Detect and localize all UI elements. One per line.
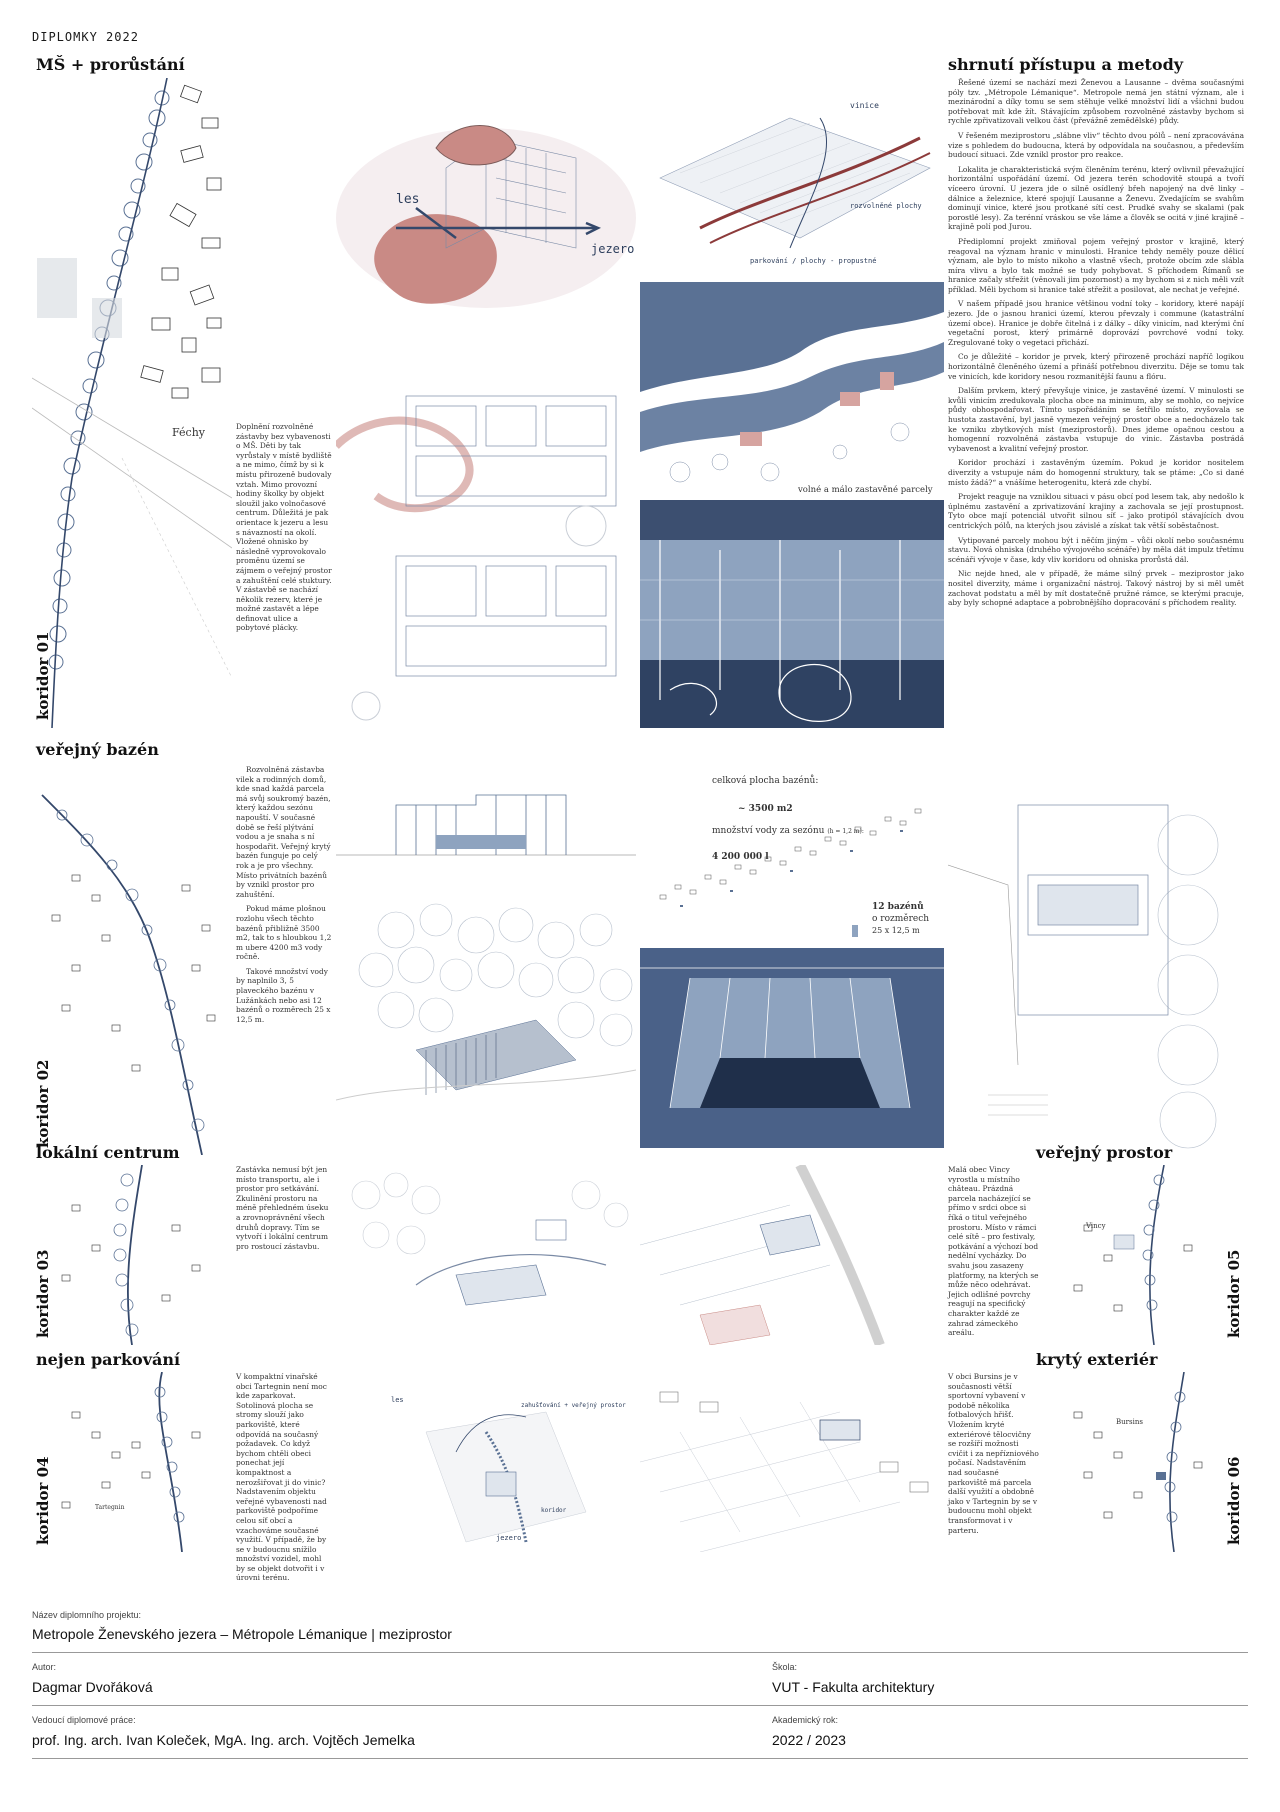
sketch-label-parkovani: parkování / plochy - propustné bbox=[750, 257, 877, 265]
project-value: Metropole Ženevského jezera – Métropole Lémanique | meziprostor bbox=[32, 1626, 452, 1642]
text-ms: Doplnění rozvolněné zástavby bez vybavenosti o MŠ. Děti by tak vyrůstaly v místě bydliště a ne mimo, čímž by si k místu přirozeně budovaly vztah. Mimo provozní hodiny školky by objekt sloužil jako volnočasové centrum. Důležitá je pak orientace k jezeru a lesu s návazností na okolí. Vložené ohnisko by následně vyprovokovalo proměnu území se zájmem o veřejný prostor a zahuštění celé stuktury. V zástavbě se nachází několik rezerv, které je možné zastavět a lépe definovat ulice a pobytové plácky. bbox=[236, 422, 332, 633]
corridor-label-02: koridor 02 bbox=[34, 1059, 52, 1148]
heading-pool: veřejný bazén bbox=[36, 740, 159, 759]
sketch-parking-axo bbox=[336, 1372, 636, 1552]
text-public: Malá obec Vincy vyrostla u místního château. Prázdná parcela nacházející se přímo v srdci obce si říká o titul veřejného prostoru. Místo v rámci celé sítě – pro festivaly, potkávání a výchozí bod nedělní vycházky. Do svahu jsou zasazeny platformy, na kterých se může něco odehrávat. Jejich odlišné povrchy reagují na specifický charakter každé ze zahrad zámeckého areálu. bbox=[948, 1165, 1039, 1338]
render-pool-interior bbox=[640, 948, 944, 1148]
corridor-label-06: koridor 06 bbox=[1225, 1456, 1243, 1545]
place-label-vincy: Vincy bbox=[1086, 1222, 1106, 1230]
text-summary: Řešené území se nachází mezi Ženevou a Lausanne – dvěma současnými póly tzv. „Métropole Lémanique“. Metropole nemá jen státní význam, ale i mezinárodní a díky tomu se sem stěhuje velké množství lidí a všichni budou potřebovat mít kde žít. Stávajícím způsobem rozvolněné zástavby bychom si rychle zpřivatizovali velkou část (převážně zemědělské) půdy. V řešeném meziprostoru „slábne vliv“ těchto dvou pólů – není zpracovávána vize s pohledem do budoucna, která by odpovídala na současnou, a především budoucí situaci. Zde vznikl prostor pro reakce. Lokalita je charakteristická svým členěním terénu, který ovlivnil převažující horizontální uspořádání území. Od jezera terén schodovitě stoupá a tvoří víceero úrovní. U jezera jde o silně osídlený břeh napojený na dvě linky – dálnice a železnice, které spojují Lausanne a Ženevu. Zvedajícím se svahům dominují vinice, které jsou protkané sítí cest. Prudké svahy se skalami (pak porostlé lesy). Za terénní vráskou se vše láme a člověk se ocitá v jiné krajině – krajině polí pod Jurou. Přediplomní projekt zmiňoval pojem veřejný prostor v krajině, který reagoval na význam hranic v minulosti. Hranice tehdy neměly pouze dělicí význam, ale bylo to místo nikoho a vlastně všech, protože obcím zde slábla míra vlivu a bylo tak možné se tudy pohybovat. S příchodem Římanů se hranice začaly střežit (věnovali jim pozornost) a my bychom si z nich měli vzít příklad. Měli bychom si hranice také střežit a posilovat, ale nechat je veřejné. V našem případě jsou hranice většinou vodní toky – koridory, které napájí jezero. Jde o jasnou hranici území, kterou převzaly i commune (katastrální území obce). Hranice je dobře čitelná i z dálky – díky vinicím, nad kterými ční vegetační porost, který primárně doprovází povrchové vodní toky. Zregulované toky o vegetaci přichází. Co je důležité – koridor je prvek, který přirozeně prochází napříč logikou horizontálně členěného území a přináší potřebnou diverzitu. Děje se tomu tak ve vinicích, kde koridory nesou rozmanitější faunu a flóru. Dalším prvkem, který převyšuje vinice, je zastavěné území. V minulosti se kvůli vinicím zredukovala plocha obce na minimum, aby se mohlo, co nejvíce půdy obhospodařovat. Tímto uspořádáním se šetřilo místo, zvyšovala se hustota zastavění, byl jasně vymezen veřejný prostor obce a nedocházelo tak ke vzniku zbytkových míst (meziprostorů). Dnes jdeme opačnou cestou a homogenní rozvolněná zástavba vstupuje do vinic. Zástavba postrádá vybavenost a kvalitní veřejný prostor. Koridor prochází i zastavěným územím. Pokud je koridor nositelem diverzity a vstupuje nám do homogenní struktury, tak se ptáme: „Co si dané místo žádá?“ a vnášíme heterogenitu, která zde chybí. Projekt reaguje na vzniklou situaci v pásu obcí pod lesem tak, aby nedošlo k úplnému zastavění a zprivatizování krajiny a zachovala se její prostupnost. Tyto obce mají potenciál utvořit silnou síť – jako protipól stávajících dvou centrických pólů, na kterých jsou závislé a získat tak větší soběstačnost. Vytipované parcely mohou být i něčím jiným – vůči okolí nebo současnému stavu. Nová ohniska (druhého vývojového scénáře) by měla dát impulz třetímu scénáři vývoje v čase, kdy vliv koridoru od ohniska prorůstá dál. Nic nejde hned, ale v případě, že máme silný prvek – meziprostor jako nositel diverzity, máme i organizační nástroj. Takový nástroj by si měl umět zachovat podstatu a měl by mít dostatečně pružné rámce, se kterými pracuje, aby byly schopné adaptace a pobrobnějšího dopracování s příchodem reality. bbox=[948, 78, 1244, 608]
caption-free-parcels: volné a málo zastavěné parcely bbox=[798, 485, 933, 495]
heading-covered: krytý exteriér bbox=[1036, 1350, 1158, 1369]
parking-label-les: les bbox=[391, 1396, 404, 1404]
corridor-label-01: koridor 01 bbox=[34, 631, 52, 720]
footer-rule-2 bbox=[32, 1705, 1248, 1706]
poster-title: DIPLOMKY 2022 bbox=[32, 30, 139, 44]
heading-summary: shrnutí přístupu a metody bbox=[948, 55, 1184, 74]
text-covered: V obci Bursins je v současnosti větší sportovní vybavení v podobě několika fotbalových hřišť. Vložením kryté exteriérové tělocvičny se rozšíří možnosti cvičit i za nepřízniového počasí. Nadstavěním nad současné parkoviště má parcela další využití a obdobně jako v Tartegnin by se v budoucnu mohl objekt transformovat i v parteru. bbox=[948, 1372, 1039, 1535]
year-value: 2022 / 2023 bbox=[772, 1732, 846, 1748]
sketch-label-jezero: jezero bbox=[591, 242, 635, 256]
map-koridor-05 bbox=[1044, 1165, 1220, 1345]
heading-ms: MŠ + prorůstání bbox=[36, 55, 185, 74]
map-free-parcels bbox=[640, 282, 944, 498]
footer-rule-1 bbox=[32, 1652, 1248, 1653]
author-label: Autor: bbox=[32, 1662, 57, 1672]
text-parking: V kompaktní vinařské obci Tartegnin není moc kde zaparkovat. Sotolinová plocha se stromy slouží jako parkoviště, které odpovídá na současný požadavek. Co když bychom chtěli obeci ponechat její kompaktnost a nerozšiřovat ji do vinic? Nadstavením objektu veřejné vybavenosti nad parkoviště podpoříme celou síť obcí a vzachováme současné využití. V případě, že by se v budoucnu snížilo množství vozidel, mohl by se objekt dotvořit i v úrovni terénu. bbox=[236, 1372, 327, 1583]
heading-public: veřejný prostor bbox=[1036, 1143, 1173, 1162]
text-pool: Rozvolněná zástavba vilek a rodinných domů, kde snad každá parcela má svůj soukromý bazén, který každou sezónu napouští. V současné době se řeší plýtvání vodou a je snaha s ní hospodařit. Veřejný krytý bazén funguje po celý rok a je pro všechny. Místo privátních bazénů by vznikl prostor pro zahuštění. Pokud máme plošnou rozlohu všech těchto bazénů přibližně 3500 m2, tak to s hloubkou 1,2 m ubere 4200 m3 vody ročně. Takové množství vody by naplnilo 3, 5 plaveckého bazénu v Lužánkách nebo asi 12 bazénů o rozměrech 25 x 12,5 m. bbox=[236, 765, 332, 1024]
stat-pools-size: o rozměrech bbox=[872, 914, 930, 924]
parking-label-jezero: jezero bbox=[496, 1534, 522, 1542]
section-pool bbox=[336, 765, 636, 885]
corridor-label-04: koridor 04 bbox=[34, 1456, 52, 1545]
map-koridor-02 bbox=[32, 765, 232, 1155]
stat-area-label: celková plocha bazénů: bbox=[712, 776, 819, 786]
map-koridor-04 bbox=[32, 1372, 232, 1552]
plan-pool bbox=[948, 765, 1248, 1155]
floor-plans-ms bbox=[336, 376, 636, 728]
corridor-label-03: koridor 03 bbox=[34, 1249, 52, 1338]
year-label: Akademický rok: bbox=[772, 1715, 839, 1725]
sketch-ms-axo bbox=[336, 78, 636, 348]
render-interior-ms bbox=[640, 500, 944, 728]
map-koridor-01 bbox=[32, 78, 232, 728]
place-label-bursins: Bursins bbox=[1116, 1418, 1143, 1426]
map-koridor-06 bbox=[1044, 1372, 1220, 1552]
stat-water-label: množství vody za sezónu (h = 1,2 m): bbox=[712, 826, 864, 836]
axo-local-centre bbox=[336, 1165, 636, 1345]
sketch-summary-diagram bbox=[640, 78, 944, 274]
axo-covered-exterior bbox=[640, 1372, 944, 1552]
parking-label-corridor: koridor bbox=[541, 1507, 567, 1514]
supervisor-label: Vedoucí diplomové práce: bbox=[32, 1715, 136, 1725]
stat-area-value: ~ 3500 m2 bbox=[738, 804, 793, 814]
map-koridor-03 bbox=[32, 1165, 232, 1345]
stat-water-value: 4 200 000 l bbox=[712, 852, 769, 862]
parking-label-densify: zahušťování + veřejný prostor bbox=[521, 1402, 626, 1409]
project-label: Název diplomního projektu: bbox=[32, 1610, 142, 1620]
sketch-label-les: les bbox=[396, 192, 420, 207]
school-value: VUT - Fakulta architektury bbox=[772, 1679, 935, 1695]
heading-parking: nejen parkování bbox=[36, 1350, 181, 1369]
place-label-tartegnin: Tartegnin bbox=[95, 1504, 125, 1511]
sketch-label-vinice: vinice bbox=[850, 101, 879, 110]
heading-local: lokální centrum bbox=[36, 1143, 180, 1162]
school-label: Škola: bbox=[772, 1662, 798, 1672]
axo-pool bbox=[336, 890, 636, 1155]
stat-pools-count: 12 bazénů bbox=[872, 902, 924, 912]
stat-pools-dims: 25 x 12,5 m bbox=[872, 926, 920, 935]
author-value: Dagmar Dvořáková bbox=[32, 1679, 153, 1695]
axo-public-space bbox=[640, 1165, 944, 1345]
sketch-label-rozvolnene: rozvolněné plochy bbox=[850, 202, 922, 210]
corridor-label-05: koridor 05 bbox=[1225, 1249, 1243, 1338]
place-label-fechy: Féchy bbox=[172, 426, 205, 439]
footer-rule-3 bbox=[32, 1758, 1248, 1759]
text-local: Zastávka nemusí být jen místo transportu, ale i prostor pro setkávání. Zkulinění prostoru na méně přehledném úseku a zrovnoprávnění všech druhů dopravy. Tím se vytvoří i lokální centrum pro rostoucí zástavbu. bbox=[236, 1165, 329, 1251]
supervisor-value: prof. Ing. arch. Ivan Koleček, MgA. Ing. arch. Vojtěch Jemelka bbox=[32, 1732, 415, 1748]
